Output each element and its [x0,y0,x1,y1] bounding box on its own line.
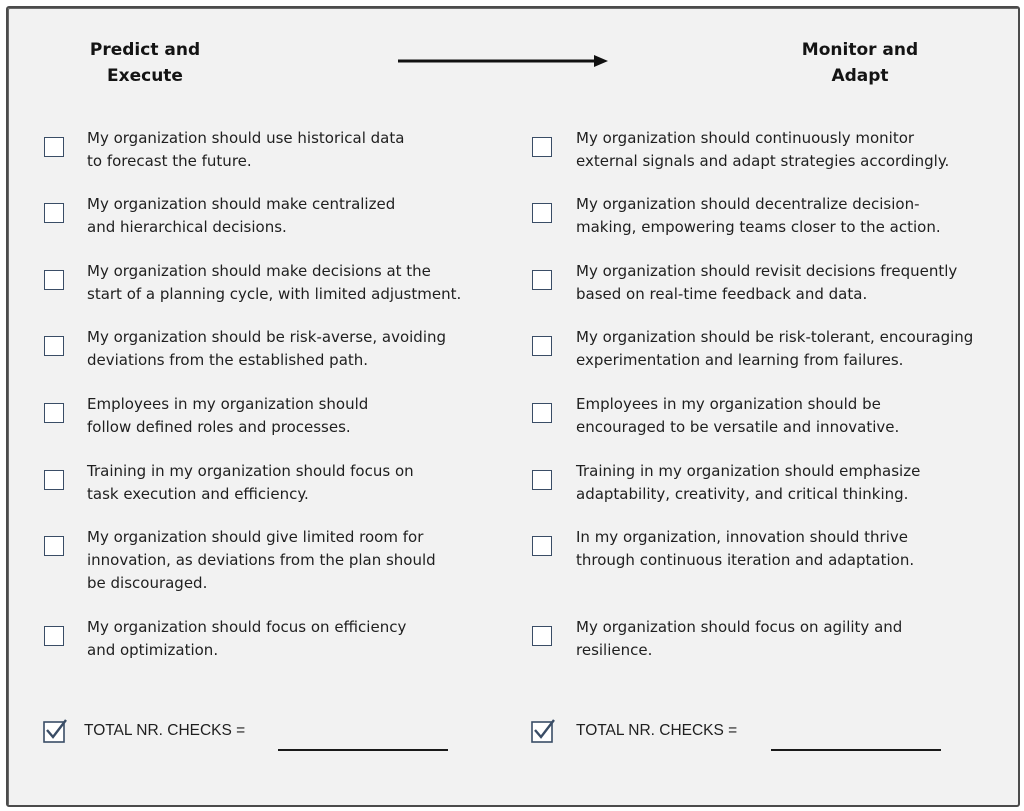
left-statement-text: My organization should make centralized and hierarchical decisions. [87,195,396,236]
left-statement-checkbox[interactable] [44,270,64,290]
left-statement-text: Training in my organization should focus on task execution and efficiency. [87,462,414,503]
left-statement-text: My organization should use historical data to forecast the future. [87,129,405,170]
right-statement-text: Training in my organization should emphasize adaptability, creativity, and critical thinking. [576,462,921,503]
right-statement-checkbox[interactable] [532,137,552,157]
right-statement-text: In my organization, innovation should thrive through continuous iteration and adaptation. [576,528,915,569]
statement-row [0,393,1024,453]
statement-row [0,193,1024,253]
right-statement-checkbox[interactable] [532,203,552,223]
left-statement-checkbox[interactable] [44,203,64,223]
monitor-adapt-heading: Monitor and Adapt [801,40,919,86]
right-statement-checkbox[interactable] [532,403,552,423]
right-statement-text: Employees in my organization should be encouraged to be versatile and innovative. [576,395,900,436]
total-checks-label-left: TOTAL NR. CHECKS = [84,722,246,739]
left-statement-checkbox[interactable] [44,403,64,423]
right-statement-checkbox[interactable] [532,470,552,490]
total-right-answer-line [771,749,941,751]
right-statement-text: My organization should be risk-tolerant, encouraging experimentation and learning from failures. [576,328,974,369]
left-statement-text: My organization should be risk-averse, avoiding deviations from the established path. [87,328,447,369]
left-statement-checkbox[interactable] [44,536,64,556]
right-statement-text: My organization should focus on agility and resilience. [576,618,903,659]
right-statement-checkbox[interactable] [532,336,552,356]
statement-row [0,526,1024,592]
right-statement-text: My organization should continuously monitor external signals and adapt strategies accordingly. [576,129,950,170]
left-statement-checkbox[interactable] [44,336,64,356]
right-statement-checkbox[interactable] [532,626,552,646]
left-statement-checkbox[interactable] [44,137,64,157]
statement-row [0,260,1024,320]
left-statement-text: My organization should give limited room for innovation, as deviations from the plan should be discouraged. [87,528,436,592]
predict-execute-heading: Predict and Execute [89,40,201,86]
left-statement-checkbox[interactable] [44,470,64,490]
statement-row [0,127,1024,187]
left-statement-text: My organization should make decisions at the start of a planning cycle, with limited adjustment. [87,262,462,303]
left-statement-text: Employees in my organization should follow defined roles and processes. [87,395,369,436]
total-checks-label-right: TOTAL NR. CHECKS = [576,722,738,739]
right-statement-text: My organization should revisit decisions frequently based on real-time feedback and data. [576,262,958,303]
total-left-checked-checkbox-icon[interactable] [42,718,68,744]
statement-row [0,616,1024,676]
total-right-checked-checkbox-icon[interactable] [530,718,556,744]
statement-row [0,460,1024,520]
left-statement-text: My organization should focus on efficiency and optimization. [87,618,407,659]
total-left-answer-line [278,749,448,751]
right-statement-text: My organization should decentralize decision- making, empowering teams closer to the action. [576,195,941,236]
right-statement-checkbox[interactable] [532,270,552,290]
right-statement-checkbox[interactable] [532,536,552,556]
left-statement-checkbox[interactable] [44,626,64,646]
statement-row [0,326,1024,386]
right-arrow-icon [396,52,610,70]
